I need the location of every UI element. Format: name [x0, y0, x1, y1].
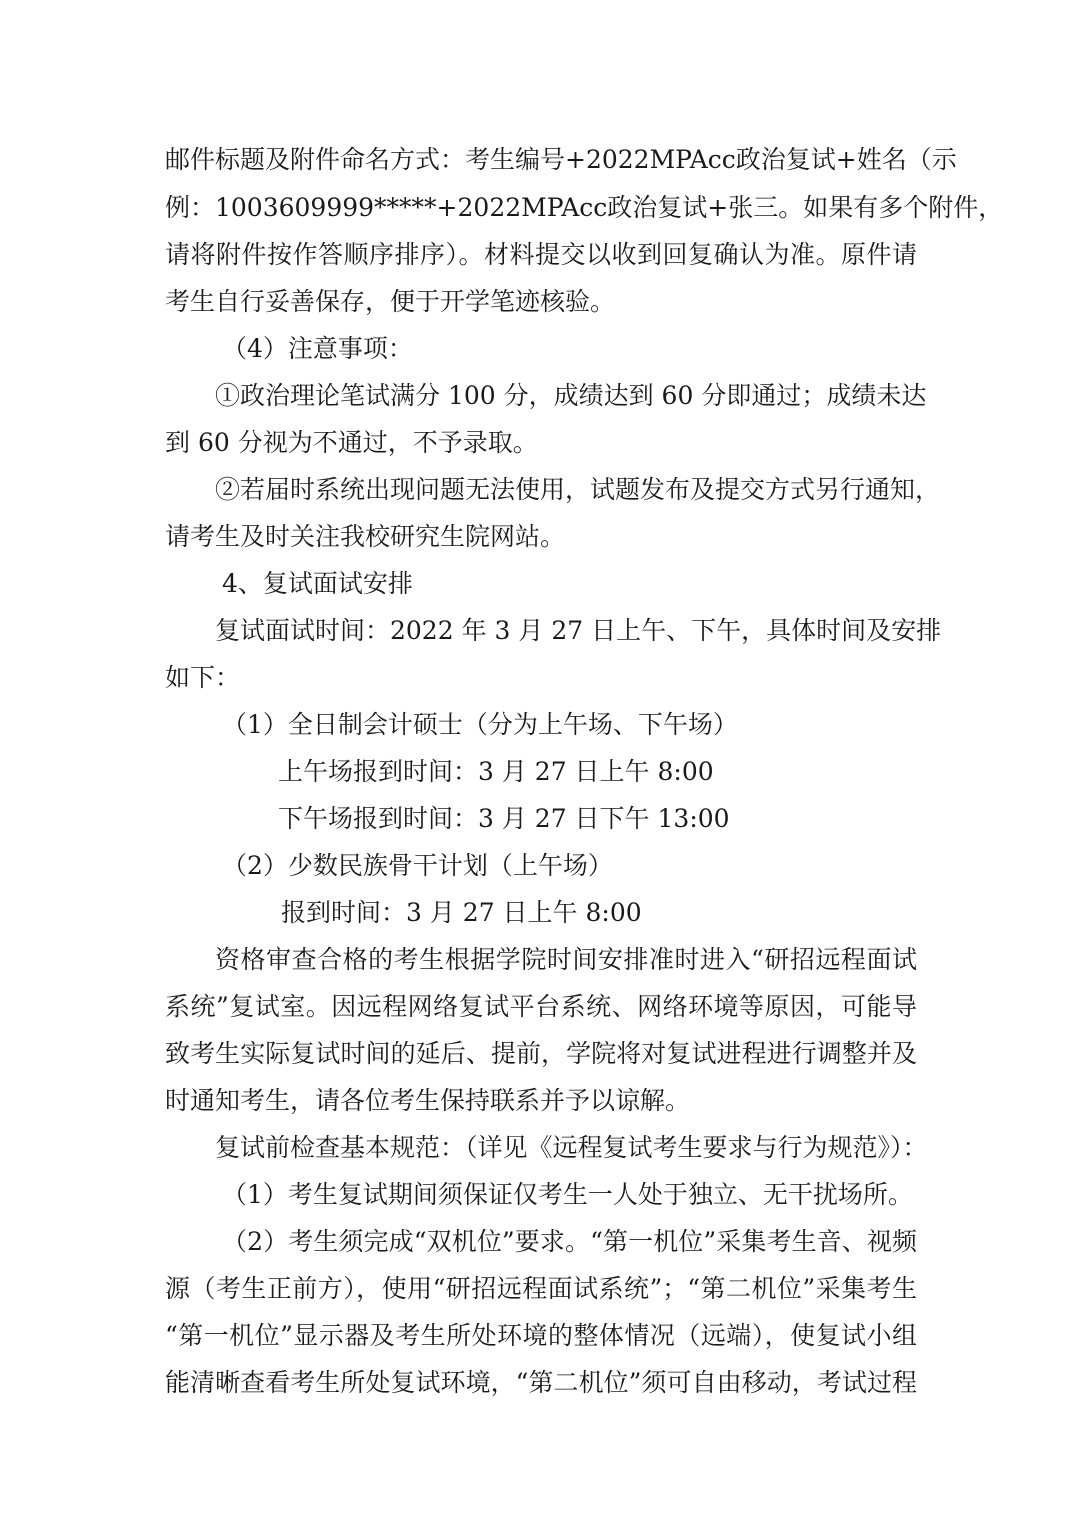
section-heading: 4、复试面试安排	[222, 569, 413, 598]
text-line: 如下：	[165, 663, 241, 692]
text-line: （1）考生复试期间须保证仅考生一人处于独立、无干扰场所。	[222, 1180, 913, 1209]
text-line: 时通知考生，请各位考生保持联系并予以谅解。	[165, 1086, 691, 1115]
section-heading: （4）注意事项：	[222, 334, 413, 363]
text-line: 邮件标题及附件命名方式：考生编号+2022MPAcc政治复试+姓名（示	[165, 145, 957, 174]
text-line: 请将附件按作答顺序排序）。材料提交以收到回复确认为准。原件请	[165, 240, 917, 269]
text-line: 上午场报到时间：3 月 27 日上午 8:00	[278, 757, 714, 786]
text-line: 系统”复试室。因远程网络复试平台系统、网络环境等原因，可能导	[165, 992, 917, 1021]
text-line: ①政治理论笔试满分 100 分，成绩达到 60 分即通过；成绩未达	[215, 381, 927, 410]
text-line: （2）考生须完成“双机位”要求。“第一机位”采集考生音、视频	[222, 1227, 917, 1256]
text-line: 考生自行妥善保存，便于开学笔迹核验。	[165, 287, 616, 316]
text-line: 报到时间：3 月 27 日上午 8:00	[281, 898, 642, 927]
text-line: 资格审查合格的考生根据学院时间安排准时进入“研招远程面试	[215, 945, 917, 974]
sub-heading: （1）全日制会计硕士（分为上午场、下午场）	[222, 710, 738, 739]
text-line: 能清晰查看考生所处复试环境，“第二机位”须可自由移动，考试过程	[165, 1368, 917, 1397]
text-line: 源（考生正前方），使用“研招远程面试系统”；“第二机位”采集考生	[165, 1274, 917, 1303]
text-line: 下午场报到时间：3 月 27 日下午 13:00	[278, 804, 730, 833]
text-line: 复试面试时间：2022 年 3 月 27 日上午、下午，具体时间及安排	[215, 616, 942, 645]
sub-heading: （2）少数民族骨干计划（上午场）	[222, 851, 613, 880]
text-line: 到 60 分视为不通过，不予录取。	[165, 428, 538, 457]
text-line: 致考生实际复试时间的延后、提前，学院将对复试进程进行调整并及	[165, 1039, 917, 1068]
text-line: 复试前检查基本规范：（详见《远程复试考生要求与行为规范》）：	[215, 1133, 928, 1162]
text-line: 例：1003609999*****+2022MPAcc政治复试+张三。如果有多个附件，	[165, 193, 1004, 222]
text-line: ②若届时系统出现问题无法使用，试题发布及提交方式另行通知，	[215, 475, 941, 504]
text-line: “第一机位”显示器及考生所处环境的整体情况（远端），使复试小组	[165, 1321, 917, 1350]
text-line: 请考生及时关注我校研究生院网站。	[165, 522, 566, 551]
